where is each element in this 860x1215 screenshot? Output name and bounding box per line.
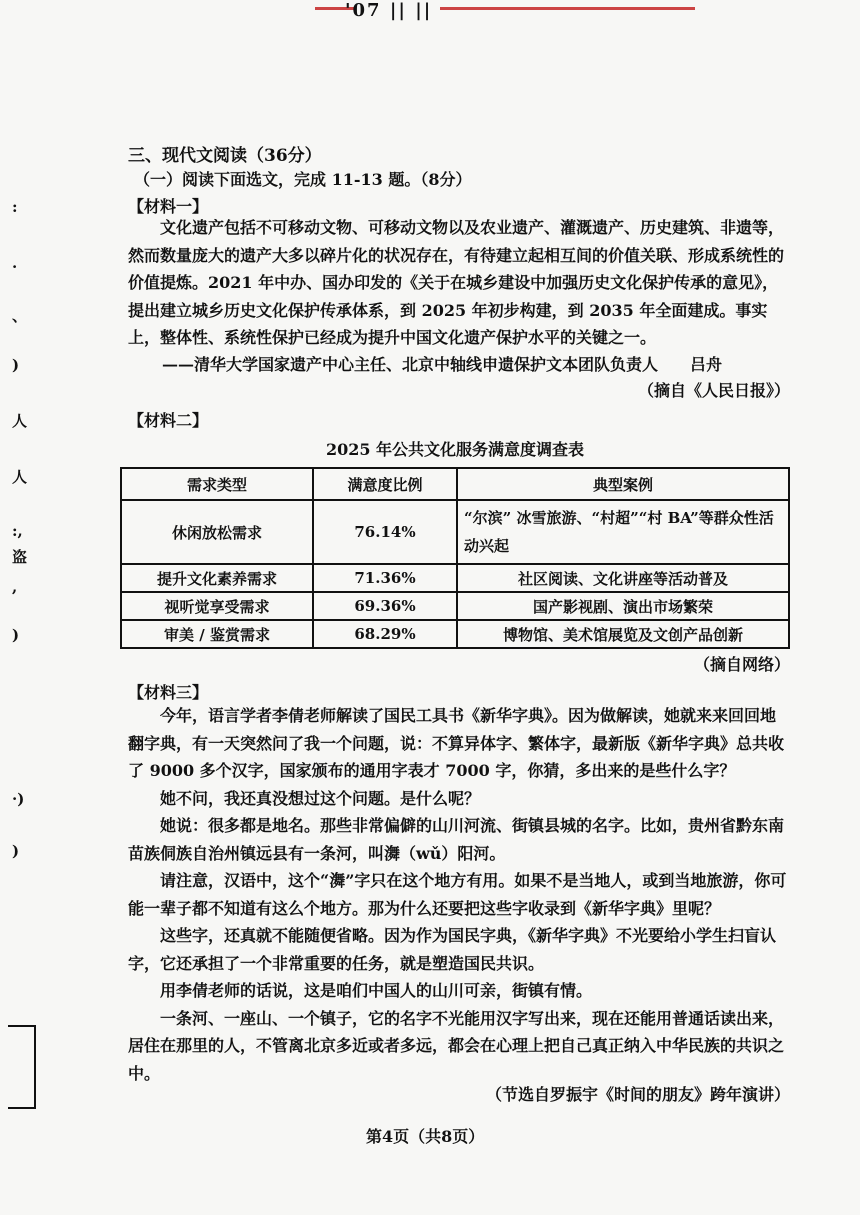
ratio-cell: 68.29% — [313, 620, 457, 648]
margin-bracket-box — [8, 1025, 36, 1109]
ratio-cell: 69.36% — [313, 592, 457, 620]
material3-paragraph: 请注意，汉语中，这个“㵲”字只在这个地方有用。如果不是当地人，或到当地旅游，你可能一辈子都不知道有这么个地方。那为什么还要把这些字收录到《新华字典》里呢？ — [128, 871, 787, 918]
margin-mark: ) — [12, 626, 20, 644]
margin-mark: · — [12, 258, 18, 276]
case-cell: 社区阅读、文化讲座等活动普及 — [457, 564, 789, 592]
top-red-rule-right — [440, 7, 695, 10]
table-header-row — [121, 468, 789, 500]
ratio-cell: 76.14% — [313, 500, 457, 564]
demand-type-cell: 视听觉享受需求 — [121, 592, 313, 620]
margin-mark: : — [12, 198, 18, 216]
material3-paragraph: 用李倩老师的话说，这是咱们中国人的山川可亲，街镇有情。 — [160, 981, 593, 1000]
case-cell: 博物馆、美术馆展览及文创产品创新 — [457, 620, 789, 648]
margin-mark: 、 — [12, 307, 28, 325]
material1-attribution: ——清华大学国家遗产中心主任、北京中轴线申遗保护文本团队负责人 吕舟 — [162, 355, 723, 374]
material3-paragraph: 一条河、一座山、一个镇子，它的名字不光能用汉字写出来，现在还能用普通话读出来，居住在那里的人，不管离北京多近或者多远，都会在心理上把自己真正纳入中华民族的共识之中。 — [128, 1008, 785, 1083]
satisfaction-table — [120, 467, 790, 649]
material3-heading: 【材料三】 — [128, 683, 209, 702]
margin-mark: ) — [12, 356, 20, 374]
case-cell: 国产影视剧、演出市场繁荣 — [457, 592, 789, 620]
demand-type-cell: 提升文化素养需求 — [121, 564, 313, 592]
demand-type-cell: 休闲放松需求 — [121, 500, 313, 564]
table-row — [121, 500, 789, 564]
margin-mark: ·) — [12, 790, 25, 808]
table-title: 2025 年公共文化服务满意度调查表 — [325, 440, 585, 459]
margin-mark: ) — [12, 842, 20, 860]
material3-source: （节选自罗振宇《时间的朋友》跨年演讲） — [485, 1085, 790, 1104]
demand-type-cell: 审美 / 鉴赏需求 — [121, 620, 313, 648]
top-mark: '07 || || — [345, 0, 433, 21]
material3-paragraph: 她不问，我还真没想过这个问题。是什么呢？ — [160, 788, 481, 808]
material3-paragraph: 她说：很多都是地名。那些非常偏僻的山川河流、街镇县城的名字。比如，贵州省黔东南苗族侗族自治州镇远县有一条河，叫㵲（wǔ）阳河。 — [128, 816, 785, 863]
material1-text: 文化遗产包括不可移动文物、可移动文物以及农业遗产、灌溉遗产、历史建筑、非遗等，然而数量庞大的遗产大多以碎片化的状况存在，有待建立起相互间的价值关联、形成系统性的价值提炼。2021 年中办、国办印发的《关于在城乡建设中加强历史文化保护传承的意见》，提出建立城乡历史文化保护传承体系，到 2025 年初步构建，到 2035 年全面建成。事实上，整体性、系统性保护已经成为提升中国文化遗产保护水平的关键之一。 — [128, 218, 785, 347]
margin-mark: , — [12, 578, 18, 596]
page-footer: 第4页（共8页） — [366, 1127, 485, 1146]
material2-heading: 【材料二】 — [128, 411, 209, 430]
material3-body — [128, 702, 788, 1087]
material1-heading: 【材料一】 — [128, 197, 209, 216]
material2-source: （摘自网络） — [693, 655, 790, 674]
question-intro: （一）阅读下面选文，完成 11-13 题。（8分） — [134, 170, 472, 189]
column-header: 满意度比例 — [313, 468, 457, 500]
section-title: 三、现代文阅读（36分） — [128, 146, 322, 166]
material1-source: （摘自《人民日报》） — [637, 381, 790, 400]
margin-mark: :, — [12, 522, 23, 540]
ratio-cell: 71.36% — [313, 564, 457, 592]
table-row — [121, 564, 789, 592]
table-row — [121, 620, 789, 648]
margin-mark: 人 — [12, 412, 28, 430]
column-header: 需求类型 — [121, 468, 313, 500]
material3-paragraph: 这些字，还真就不能随便省略。因为作为国民字典，《新华字典》不光要给小学生扫盲认字，它还承担了一个非常重要的任务，就是塑造国民共识。 — [128, 926, 777, 973]
margin-mark: 盗 — [12, 548, 28, 566]
material3-paragraph: 今年，语言学者李倩老师解读了国民工具书《新华字典》。因为做解读，她就来来回回地翻字典，有一天突然问了我一个问题，说：不算异体字、繁体字，最新版《新华字典》总共收了 9000 多个汉字，国家颁布的通用字表才 7000 字，你猜，多出来的是些什么字？ — [128, 706, 785, 780]
column-header: 典型案例 — [457, 468, 789, 500]
margin-mark: 人 — [12, 468, 28, 486]
table-row — [121, 592, 789, 620]
case-cell: “尔滨” 冰雪旅游、“村超”“村 BA”等群众性活动兴起 — [457, 500, 789, 564]
